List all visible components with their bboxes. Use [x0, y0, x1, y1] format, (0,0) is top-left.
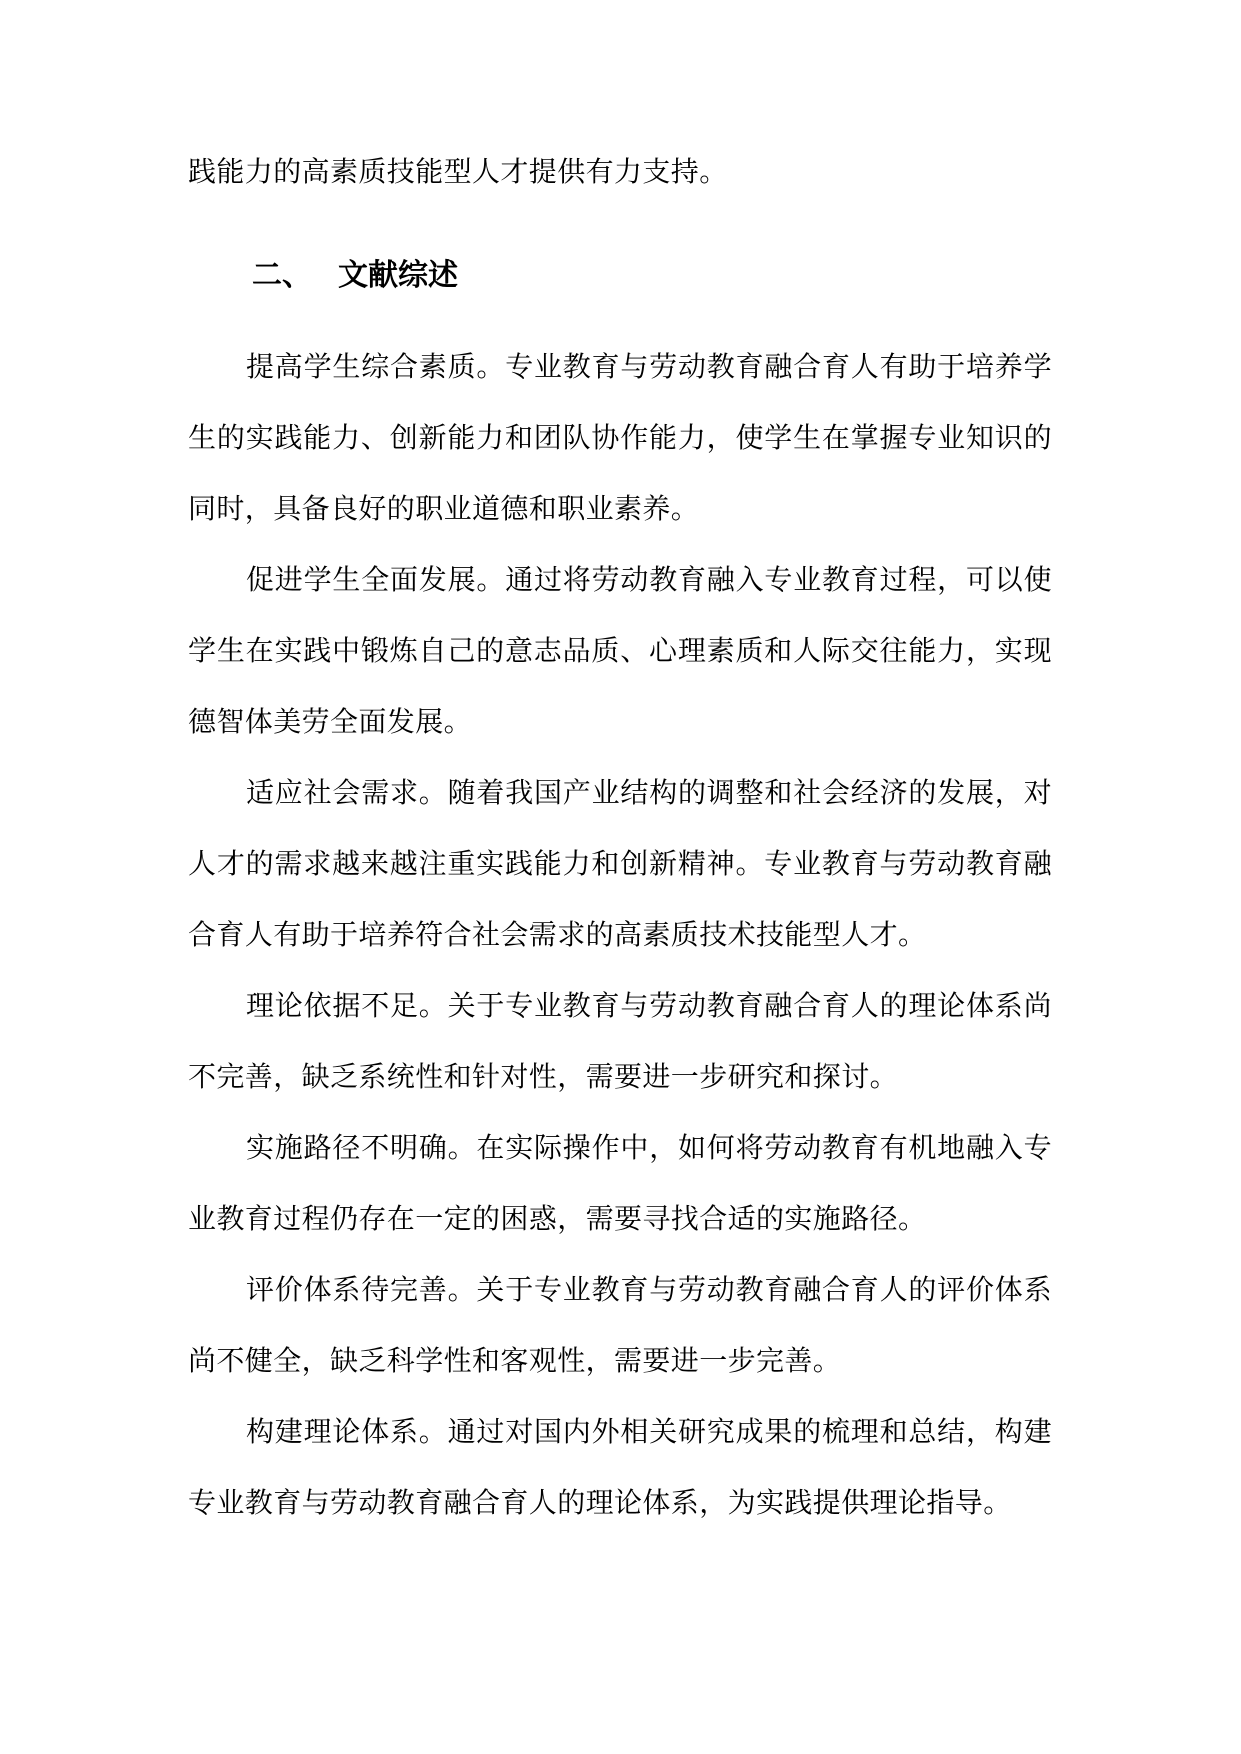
paragraph: 促进学生全面发展。通过将劳动教育融入专业教育过程，可以使学生在实践中锻炼自己的意志品质、心理素质和人际交往能力，实现德智体美劳全面发展。 [188, 563, 1052, 738]
section-number: 二、 [252, 258, 312, 293]
continuation-paragraph [188, 136, 1052, 207]
paragraph: 提高学生综合素质。专业教育与劳动教育融合育人有助于培养学生的实践能力、创新能力和团队协作能力，使学生在掌握专业知识的同时，具备良好的职业道德和职业素养。 [188, 350, 1052, 525]
paragraph: 理论依据不足。关于专业教育与劳动教育融合育人的理论体系尚不完善，缺乏系统性和针对性，需要进一步研究和探讨。 [188, 989, 1052, 1093]
body-text [188, 331, 1052, 1538]
paragraph: 适应社会需求。随着我国产业结构的调整和社会经济的发展，对人才的需求越来越注重实践能力和创新精神。专业教育与劳动教育融合育人有助于培养符合社会需求的高素质技术技能型人才。 [188, 776, 1052, 951]
paragraph: 实施路径不明确。在实际操作中，如何将劳动教育有机地融入专业教育过程仍存在一定的困惑，需要寻找合适的实施路径。 [188, 1131, 1052, 1235]
section-title: 文献综述 [338, 258, 458, 293]
section-heading [252, 256, 458, 296]
continuation-text: 践能力的高素质技能型人才提供有力支持。 [188, 155, 728, 188]
paragraph: 评价体系待完善。关于专业教育与劳动教育融合育人的评价体系尚不健全，缺乏科学性和客观性，需要进一步完善。 [188, 1273, 1052, 1377]
paragraph: 构建理论体系。通过对国内外相关研究成果的梳理和总结，构建专业教育与劳动教育融合育人的理论体系，为实践提供理论指导。 [188, 1415, 1052, 1519]
